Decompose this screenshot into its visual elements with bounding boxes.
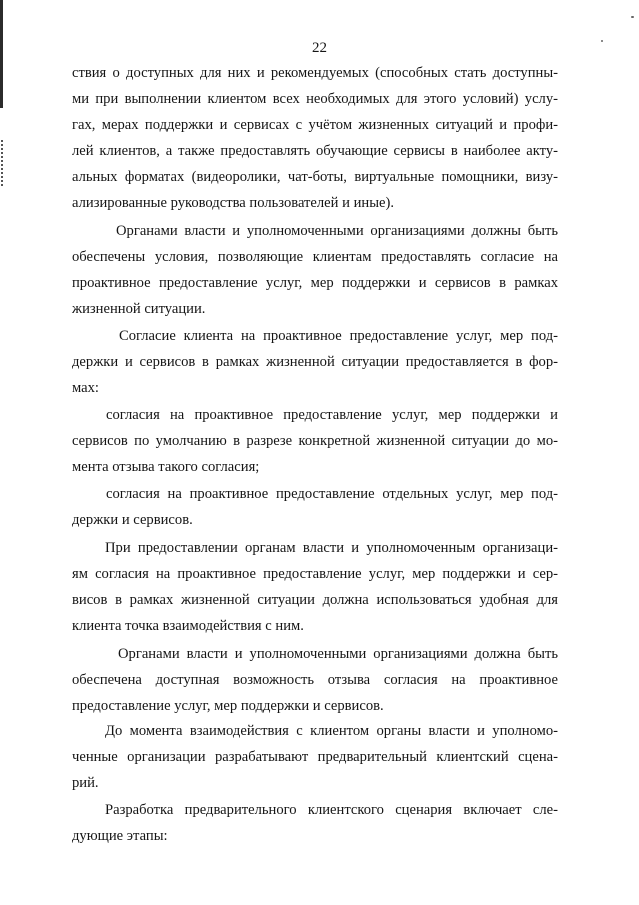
- paragraph-line: дующие этапы:: [72, 828, 168, 844]
- scan-edge-mark-secondary: [1, 140, 3, 188]
- paragraph-line: мах:: [72, 380, 99, 396]
- paragraph-line: клиента точка взаимодействия с ним.: [72, 618, 304, 634]
- paragraph-line: ми при выполнении клиентом всех необходимых для этого условий) услу-: [72, 91, 558, 107]
- paragraph-line: лей клиентов, а также предоставлять обучающие сервисы в наиболее акту-: [72, 143, 558, 159]
- paragraph-line: ям согласия на проактивное предоставление услуг, мер поддержки и сер-: [72, 566, 558, 582]
- paragraph-line: ченные организации разрабатывают предварительный клиентский сцена-: [72, 749, 558, 765]
- scan-speck: [631, 16, 634, 18]
- paragraph-line: проактивное предоставление услуг, мер поддержки и сервисов в рамках: [72, 275, 558, 291]
- page-number: 22: [312, 40, 327, 56]
- paragraph-line: До момента взаимодействия с клиентом органы власти и уполномо-: [105, 723, 558, 739]
- paragraph-line: Разработка предварительного клиентского сценария включает сле-: [105, 802, 558, 818]
- paragraph-line: жизненной ситуации.: [72, 301, 206, 317]
- paragraph-line: гах, мерах поддержки и сервисах с учётом жизненных ситуаций и профи-: [72, 117, 558, 133]
- paragraph-line: держки и сервисов.: [72, 512, 193, 528]
- paragraph-line: согласия на проактивное предоставление услуг, мер поддержки и: [106, 407, 558, 423]
- paragraph-line: ствия о доступных для них и рекомендуемых (способных стать доступны-: [72, 65, 558, 81]
- paragraph-line: При предоставлении органам власти и уполномоченным организаци-: [105, 540, 558, 556]
- paragraph-line: согласия на проактивное предоставление отдельных услуг, мер под-: [106, 486, 558, 502]
- paragraph-line: альных форматах (видеоролики, чат-боты, виртуальные помощники, визу-: [72, 169, 558, 185]
- paragraph-line: Органами власти и уполномоченными организациями должна быть: [118, 646, 558, 662]
- paragraph-line: предоставление услуг, мер поддержки и сервисов.: [72, 698, 384, 714]
- paragraph-line: обеспечены условия, позволяющие клиентам предоставлять согласие на: [72, 249, 558, 265]
- paragraph-line: сервисов по умолчанию в разрезе конкретной жизненной ситуации до мо-: [72, 433, 558, 449]
- paragraph-line: обеспечена доступная возможность отзыва согласия на проактивное: [72, 672, 558, 688]
- paragraph-line: висов в рамках жизненной ситуации должна использоваться удобная для: [72, 592, 558, 608]
- paragraph-line: Согласие клиента на проактивное предоставление услуг, мер под-: [119, 328, 558, 344]
- paragraph-line: мента отзыва такого согласия;: [72, 459, 260, 475]
- paragraph-line: Органами власти и уполномоченными организациями должны быть: [116, 223, 558, 239]
- paragraph-line: ализированные руководства пользователей и иные).: [72, 195, 394, 211]
- paragraph-line: держки и сервисов в рамках жизненной ситуации предоставляется в фор-: [72, 354, 558, 370]
- paragraph-line: рий.: [72, 775, 99, 791]
